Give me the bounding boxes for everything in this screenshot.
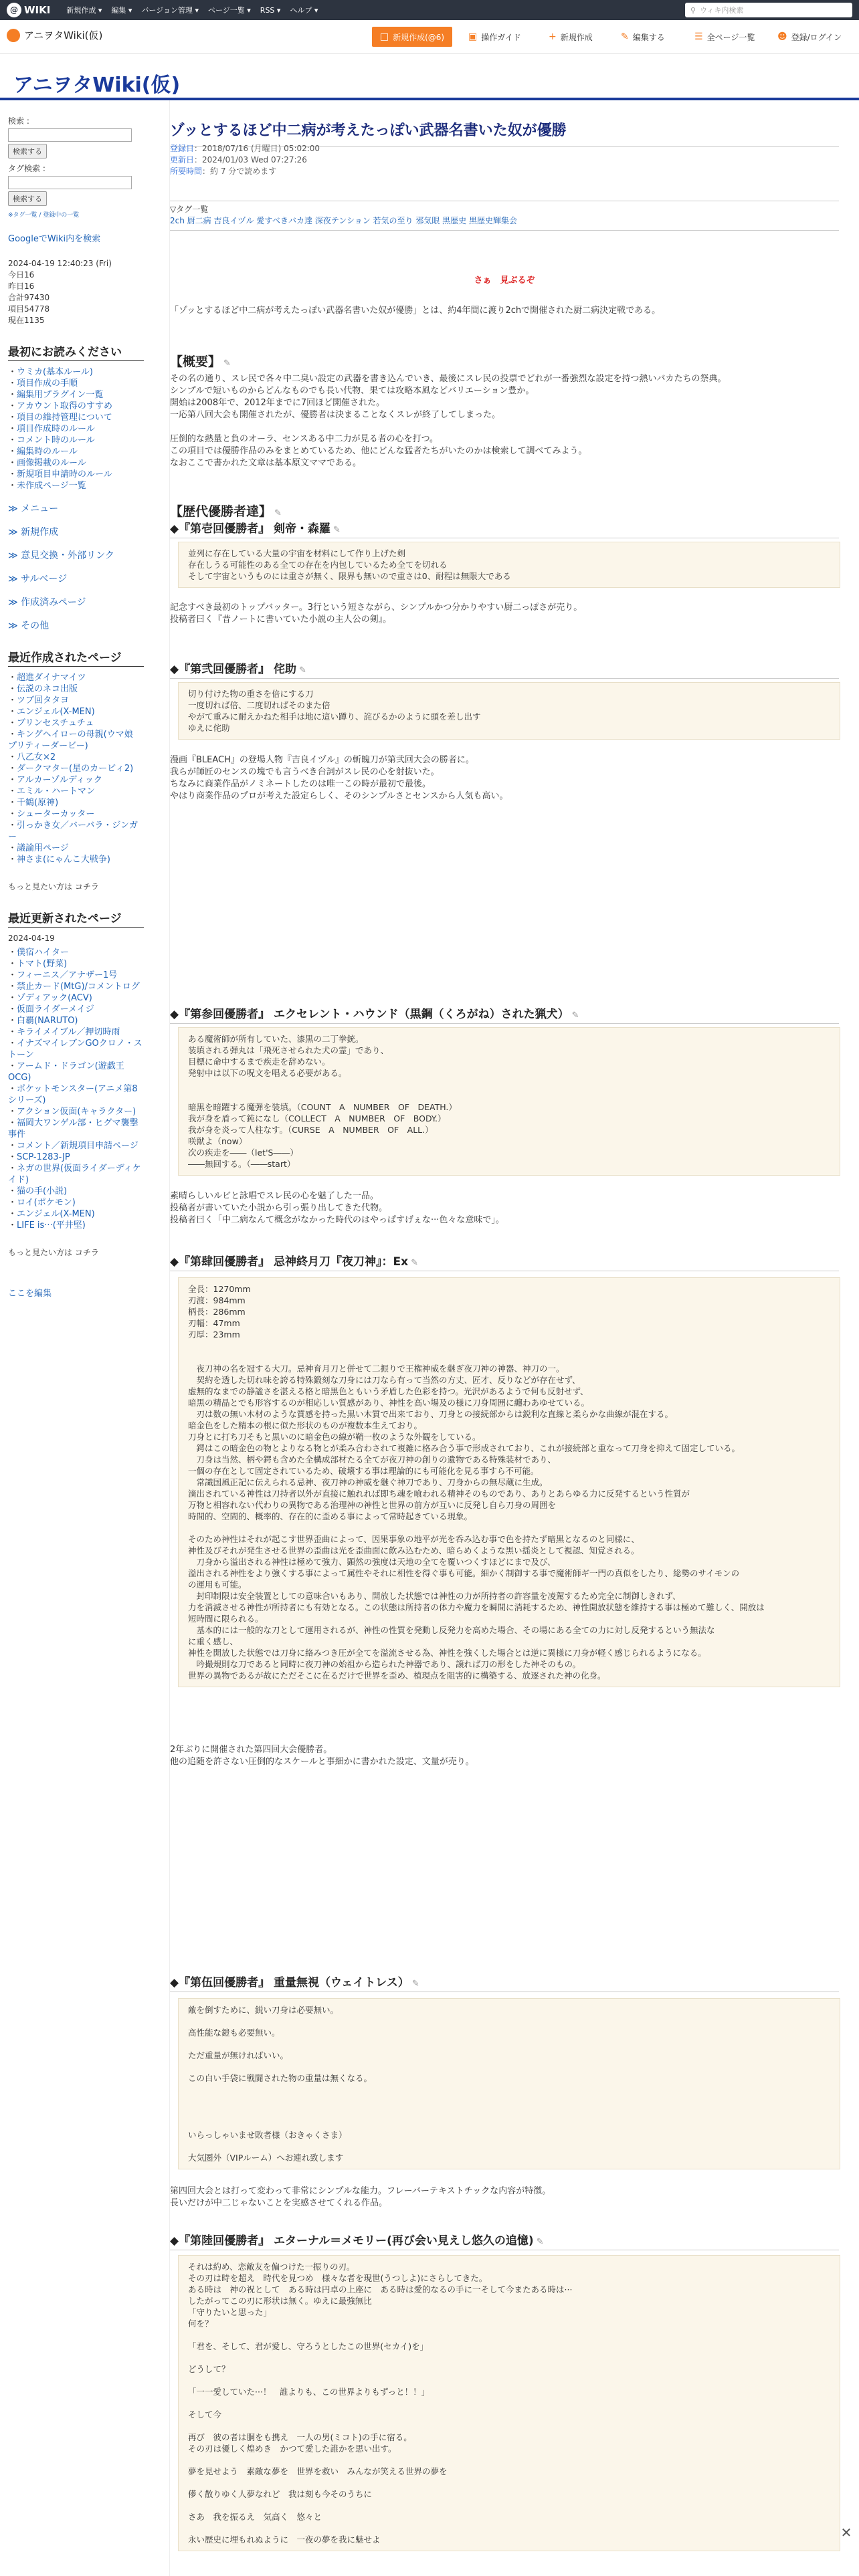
menu-new[interactable]: 新規作成 ▾ — [66, 6, 102, 15]
spec-line: 全長：1270mm — [188, 1284, 251, 1294]
sidebar-read-link[interactable]: ・ 新規項目申請時のルール — [8, 469, 144, 480]
create-button[interactable]: □ 新規作成(@6) — [372, 27, 452, 47]
overview-line: 圧倒的な熱量と負のオーラ、センスある中二力が見る者の心を打つ。 — [170, 434, 439, 444]
sidebar-read-link[interactable]: ・ 編集時のルール — [8, 446, 144, 457]
winner3-heading: ◆『第参回優勝者』 エクセレント・ハウンド（黒鋼（くろがね）された猟犬） ✎ — [170, 1004, 839, 1024]
updated-page-link[interactable]: ・ アームド・ドラゴン(遊戯王OCG) — [8, 1061, 144, 1083]
quote-line: 「守りたいと思った」 — [188, 2307, 272, 2317]
quote-line: その刃は優しく煌めき かつて愛した誰かを思い出す。 — [188, 2444, 397, 2454]
guide-icon: ▣ — [468, 31, 478, 42]
updated-page-link[interactable]: ・ ポケットモンスター(アニメ第8シリーズ) — [8, 1083, 144, 1106]
global-topbar — [0, 0, 859, 20]
winner4-quote — [178, 1277, 840, 1687]
brand-icon — [7, 29, 20, 42]
quote-line: 刀身から溢出される神性は極めて強力、顕然の強度は天地の全てを覆いつくすほどにまで及び、 — [188, 1557, 556, 1567]
note-line: 2年ぶりに開催された第四回大会優勝者。 — [170, 1745, 332, 1755]
winner1-notes — [170, 602, 839, 626]
recent-page-link[interactable]: ・ ダークマター(星のカービィ2) — [8, 763, 144, 774]
winner2-notes — [170, 754, 839, 802]
quote-line: 咲獣よ（now） — [188, 1136, 248, 1146]
intro-text: 「ゾッとするほど中二病が考えたっぽい武器名書いた奴が優勝」とは、約4年間に渡り2chで開催された厨二病決定戦である。 — [170, 306, 661, 316]
recent-page-link[interactable]: ・ 千鶴(原神) — [8, 797, 144, 809]
search-label: 検索 : — [8, 116, 29, 126]
quote-line: 封印制限は安全装置としての意味合いもあり、開放した状態では神性の力が所持者の許容量を凌駕するため完全に制御しきれず、 — [188, 1591, 681, 1601]
updated-page-link[interactable]: ・ エンジェル(X-MEN) — [8, 1208, 144, 1220]
recent-page-link[interactable]: ・ シューターカッター — [8, 809, 144, 820]
counter-stat: 昨日16 — [8, 282, 35, 291]
counter-stat: 項目54778 — [8, 304, 50, 314]
overview-line: その名の通り、スレ民で各々中二臭い設定の武器を書き込んでいき、最後にスレ民の投票でどれが一番強烈な設定を持つ熱いバカたちの祭典。 — [170, 374, 727, 384]
quote-line: 力を消滅させる神性が所持者にも有効となる。この状態は所持者の体力や魔力を瞬間に消耗するため、神性開放状態を維持する事は極めて難しく、開放は — [188, 1602, 765, 1612]
note-line: ちなみに商業作品がノミネートしたのは唯一この時が最初で最後。 — [170, 779, 432, 789]
edit-pencil-icon[interactable]: ✎ — [333, 525, 341, 535]
site-toolbar — [0, 20, 859, 53]
quote-line: 一度切れば倍、二度切ればそのまた倍 — [188, 700, 330, 710]
sidebar-read-link[interactable]: ・ 項目作成時のルール — [8, 423, 144, 435]
sidebar-category[interactable]: ≫ その他 — [8, 621, 50, 631]
read-time: ：約 7 分で読めます — [202, 167, 277, 176]
recent-page-link[interactable]: ・ ブリンセスチュチュ — [8, 718, 144, 729]
winner1-heading: ◆『第壱回優勝者』 剣帝・森羅 ✎ — [170, 519, 839, 538]
sidebar-read-link[interactable]: ・ アカウント取得のすすめ — [8, 401, 144, 412]
menu-pages[interactable]: ページ一覧 ▾ — [207, 6, 251, 15]
registered-date: ：2018/07/16 (月曜日) 05:02:00 — [194, 144, 320, 153]
quote-line — [188, 2420, 830, 2432]
quote-line: 虚無的なまでの静謐さを湛える格と暗黒色ともいう矛盾した色彩を持つ。光沢があるようで何も反射せず、 — [188, 1386, 589, 1396]
guide-button[interactable]: ▣ 操作ガイド — [468, 31, 521, 42]
quote-line — [188, 2397, 830, 2409]
winner2-heading: ◆『第弐回優勝者』 侘助 ✎ — [170, 659, 839, 679]
updated-page-link[interactable]: ・ 白覇(NARUTO) — [8, 1015, 144, 1027]
read-time-label: 所要時間 — [170, 167, 203, 176]
spec-line: 柄長：286mm — [188, 1307, 246, 1317]
overview-line: この項目では優勝作品のみをまとめているため、他にどんな猛者たちがいたのかは検索して調べてみよう。 — [170, 446, 587, 456]
sidebar-category[interactable]: ≫ 意見交換・外部リンク — [8, 550, 114, 561]
quote-line — [188, 2016, 830, 2027]
quote-line: 何を？ — [188, 2319, 213, 2329]
quote-line: 大気圏外（VIPルーム）へお連れ致します — [188, 2153, 344, 2163]
updated-page-link[interactable]: ・ SCP-1283-JP — [8, 1152, 144, 1163]
updated-page-link[interactable]: ・ ゾディアック(ACV) — [8, 992, 144, 1004]
sidebar-read-link[interactable]: ・ 項目作成の手順 — [8, 378, 144, 389]
quote-line: 我が身を炎って人柱なす。（CURSE A NUMBER OF ALL.） — [188, 1125, 434, 1135]
updated-page-link[interactable]: ・ 僕宿ハイター — [8, 947, 144, 958]
recent-page-link[interactable]: ・ エミル・ハートマン — [8, 786, 144, 797]
sidebar-search-input[interactable] — [8, 128, 132, 142]
winner6-quote — [178, 2255, 840, 2551]
quote-line: 一個の存在として固定されているため、破壊する事は理論的にも可能化を見る事すら不可能。 — [188, 1466, 539, 1476]
wiki-logo-icon: @ — [7, 3, 21, 17]
site-header — [0, 53, 859, 100]
updated-page-link[interactable]: ・ コメント／新規項目申請ページ — [8, 1140, 144, 1152]
quote-line — [188, 2477, 830, 2488]
quote-line: 契約を透した切れ味を誇る特殊鍛刻な刀身には刀なら有って当然の方丈、匠才、反りなどが存在せず、 — [188, 1375, 581, 1385]
list-icon: ☰ — [694, 31, 703, 42]
quote-line: 世界の異物であるが故にただそこに在るだけで世界を歪め、植現点を阻害的に構築する、放逐された神の化身。 — [188, 1671, 606, 1681]
quote-line — [188, 2118, 830, 2129]
sidebar-read-link[interactable]: ・ コメント時のルール — [8, 435, 144, 446]
quote-line: 刀身とに打ち刀そもと黒いのに暗金色の線が鞘一枚のような外観をしている。 — [188, 1432, 481, 1442]
spec-line: 刃渡：984mm — [188, 1295, 246, 1305]
note-line: 第四回大会とは打って変わって非常にシンプルな能力。フレーバーテキストチックな内容が特徴。 — [170, 2186, 551, 2196]
quote-line — [188, 2454, 830, 2466]
updated-label: 更新日 — [170, 155, 195, 165]
recent-page-link[interactable]: ・ エンジェル(X-MEN) — [8, 706, 144, 718]
edit-pencil-icon[interactable]: ✎ — [536, 2237, 544, 2247]
quote-line: 神性及びそれが発生させる世界の歪曲は光を歪曲面に飲み込むため、暗らめくような黒い揺炎として視認、知覚される。 — [188, 1545, 640, 1555]
updated-page-link[interactable]: ・ ネガの世界(仮面ライダーディケイド) — [8, 1163, 144, 1186]
updated-page-link[interactable]: ・ アクション仮面(キャラクター) — [8, 1106, 144, 1117]
tag-heading: ▽タグ一覧 — [170, 205, 209, 214]
sidebar-category[interactable]: ≫ サルベージ — [8, 574, 68, 584]
quote-line — [188, 1079, 830, 1090]
note-line: やはり商業作品のプロが考えた設定らしく、そのシンプルさとセンスから人気も高い。 — [170, 791, 508, 801]
overview-line — [170, 421, 839, 433]
quote-line: 暗黒の精晶とでも形容するのが相応しい質感があり、神性を高い場及の様に刀身周囲に纏わあゆせている。 — [188, 1398, 590, 1408]
recent-page-link[interactable]: ・ ツブ回タタヨ — [8, 695, 144, 706]
sidebar-read-link[interactable]: ・ ウミカ(基本ルール) — [8, 366, 144, 378]
more-updated-link[interactable]: もっと見たい方は コチラ — [8, 1248, 99, 1257]
new-page-button[interactable]: + 新規作成 — [549, 31, 593, 42]
updated-page-link[interactable]: ・ キライメイブル／押切時雨 — [8, 1027, 144, 1038]
plus-icon: + — [549, 31, 557, 42]
overview-line: なおここで書かれた文章は基本原文ママである。 — [170, 458, 362, 468]
winner4-heading: ◆『第肆回優勝者』 忌神終月刀『夜刀神』：Ex ✎ — [170, 1252, 839, 1271]
sidebar-read-link[interactable]: ・ 画像掲載のルール — [8, 457, 144, 469]
quote-line: 溢出される神性をより強くする事によって属性やそれに相性を得ぐ事も可能。細かく制御する事で魔術師ギ一門の真似をしたり、総勢のサイモンの — [188, 1568, 740, 1578]
search-icon: ⚲ — [690, 5, 696, 15]
winner5-quote — [178, 1998, 840, 2169]
recent-page-link[interactable]: ・ 伝説のネコ出版 — [8, 683, 144, 695]
overview-line: 一応第八回大会も開催されたが、優勝者は決まることなくスレが終了してしまった。 — [170, 410, 501, 420]
quote-line: 我が身を盾って鈍になし（COLLECT A NUMBER OF BODY.） — [188, 1113, 446, 1123]
winner3-quote — [178, 1027, 840, 1176]
quote-line: 刃は数の無い木材のような質感を持った黒い木質で出来ており、刀身との接続部からは鋭利な直線と柔らかな曲線が混在する。 — [188, 1409, 674, 1419]
quote-line: 基本的には一般的な刀として運用されるが、神性の性質を発動し反発力を高めた場合、その場にある全ての力に対し反発するという無法な — [188, 1625, 715, 1635]
quote-line — [188, 2038, 830, 2050]
edit-pencil-icon[interactable]: ✎ — [274, 508, 282, 518]
winner1-quote — [178, 542, 840, 588]
quote-line: 刀身は当然、柄や鍔も含めた全構成部材たる全てが夜刀神の創りの遺物である特殊装材であり、 — [188, 1455, 557, 1465]
page-meta — [170, 143, 320, 177]
quote-line: いらっしゃいませ敗者様（おきゃくさま） — [188, 2130, 347, 2140]
updated-date-value: ：2024/01/03 Wed 07:27:26 — [194, 155, 307, 165]
quote-line: 暗金色をした精本の根に似た形状のものが複数本生えており。 — [188, 1420, 423, 1430]
registered-label: 登録日 — [170, 144, 195, 153]
quote-line: に重く感し、 — [188, 1636, 239, 1646]
spec-line: 刃幅：47mm — [188, 1318, 240, 1328]
quote-line: 滴出されている神性は刀持者以外が直接に触れれば即ち魂を喰われる精神そのものであり、ありとあらゆる力に反発するという性質が — [188, 1489, 690, 1499]
sidebar-category[interactable]: ≫ メニュー — [8, 504, 59, 514]
close-icon[interactable]: ✕ — [840, 2525, 852, 2541]
counter-stat: 合計97430 — [8, 293, 50, 302]
quote-line: 吟撮規則な刀であると同時に夜刀神の始祖から造られた神器であり、譲れば刀の形をした神そのもの。 — [188, 1659, 581, 1669]
quote-line: 敵を倒すために、鋭い刀身は必要無い。 — [188, 2005, 339, 2015]
edit-pencil-icon[interactable]: ✎ — [571, 1010, 579, 1021]
updated-page-link[interactable]: ・ トマト(野菜) — [8, 958, 144, 970]
menu-version[interactable]: バージョン管理 ▾ — [141, 6, 199, 15]
menu-help[interactable]: ヘルプ ▾ — [290, 6, 318, 15]
note-line: 長いだけが中二じゃないことを実感させてくれる作品。 — [170, 2198, 388, 2208]
quote-line: 時間的、空間的、概率的、存在的に歪める事によって常時起きている現象。 — [188, 1511, 473, 1521]
quote-line: ただ重量が無ければいい。 — [188, 2050, 289, 2060]
quote-line: どうして？ — [188, 2364, 230, 2374]
quote-line: 暗黒を暗躍する魔弾を装填。（COUNT A NUMBER OF DEATH.） — [188, 1102, 457, 1112]
tag-section — [170, 201, 839, 227]
quote-line: 再び 彼の者は胴をも携え 一人の男(ミコト)の手に宿る。 — [188, 2432, 412, 2442]
updated-page-link[interactable]: ・ LIFE is···(平井堅) — [8, 1220, 144, 1231]
winner3-notes — [170, 1190, 839, 1226]
recent-updated-heading: 最近更新されたページ — [8, 909, 144, 928]
quote-line: そして今 — [188, 2409, 222, 2420]
overview-line: 開始は2008年で、2012年までに7回ほど開催された。 — [170, 398, 385, 408]
note-line: 素晴らしいルビと詠唱でスレ民の心を魅了した一品。 — [170, 1191, 379, 1201]
quote-line: ――無回する。（――start） — [188, 1159, 296, 1169]
note-line: 投稿者曰く「中二病なんて概念がなかった時代のはやっぱすげぇな···色々な意味で」。 — [170, 1215, 504, 1225]
quote-line: 夜刀神の名を冠する大刀。忌神育月刀と併せて二振りで王権神威を継ぎ夜刀神の神器、神刀の一。 — [188, 1364, 565, 1374]
quote-line: ある時は 神の祝として ある時は円卓の上座に ある時は愛的なるの手に一そして今またある時は··· — [188, 2284, 573, 2294]
overview-body — [170, 373, 839, 469]
updated-page-link[interactable]: ・ イナズマイレブンGOクロノ・ストーン — [8, 1038, 144, 1061]
quote-line: 目標に命中するまで疾走を辞めない。 — [188, 1057, 330, 1067]
recent-page-link[interactable]: ・ 引っかき女／バーバラ・ジンガー — [8, 820, 144, 843]
read-first-heading: 最初にお読みください — [8, 342, 144, 361]
login-button[interactable]: ☻ 登録/ログイン — [777, 31, 842, 42]
menu-edit[interactable]: 編集 ▾ — [111, 6, 132, 15]
note-line: 投稿者が書いていた小説から引っ張り出してきた代物。 — [170, 1203, 388, 1213]
quote-line: そして宇宙というものには重さが無く、限界も無いので重さは0、耐程は無限大である — [188, 571, 511, 581]
quote-line — [188, 1522, 830, 1533]
quote-line — [188, 2352, 830, 2363]
updated-page-link[interactable]: ・ 猫の手(小説) — [8, 1186, 144, 1197]
quote-line — [188, 2107, 830, 2118]
winner5-notes — [170, 2185, 839, 2210]
counter-stat: 現在1135 — [8, 316, 45, 325]
quote-line — [188, 2061, 830, 2072]
quote-line: そのため神性はそれが起こす世界歪曲によって、因果事象の地平が光を呑み込む事で色を持たず暗黒となるのと同様に、 — [188, 1534, 640, 1544]
sidebar-read-link[interactable]: ・ 項目の維持管理について — [8, 412, 144, 423]
winner5-heading: ◆『第伍回優勝者』 重量無視（ウェイトレス） ✎ — [170, 1973, 839, 1992]
quote-line: さあ 我を振るえ 気高く 悠々と — [188, 2512, 322, 2522]
edit-sidebar-link[interactable]: ここを編集 — [8, 1289, 52, 1299]
edit-pencil-icon[interactable]: ✎ — [223, 358, 231, 368]
edit-button[interactable]: ✎ 編集する — [621, 31, 665, 42]
quote-line: 常識国風正記に伝えられる忌神、夜刀神の神威を継ぐ神刀であり、刀身からの無尽蔵に生成。 — [188, 1477, 548, 1487]
site-brand[interactable]: アニヲタWiki(仮) — [7, 28, 102, 42]
updated-page-link[interactable]: ・ 禁止カード(MtG)/コメントログ — [8, 981, 144, 992]
quote-line: 「君を、そして、君が愛し、守ろうとしたこの世界(セカイ)を」 — [188, 2341, 429, 2351]
updated-date: 2024-04-19 — [8, 934, 55, 943]
edit-pencil-icon[interactable]: ✎ — [411, 1979, 419, 1989]
tag-list[interactable]: 2ch 厨二病 吉良イヅル 愛すべきバカ達 深夜テンション 若気の至り 邪気眼 黒歴史 黒歴史輝集会 — [170, 216, 517, 225]
quote-line: その刃は時を超え 時代を見つめ 様々な者を現世(うつしよ)にさらしてきた。 — [188, 2273, 488, 2283]
sidebar-category[interactable]: ≫ 作成済みページ — [8, 597, 86, 608]
quote-line — [188, 2523, 830, 2534]
quote-line: 発射中は以下の呪文を唱える必要がある。 — [188, 1068, 347, 1078]
note-line: 記念すべき最初のトップバッター。3行という短さながら、シンプルかつ分かりやすい厨二っぽさが売り。 — [170, 603, 583, 613]
quote-line: 装填される弾丸は「飛死させられた犬の霊」であり、 — [188, 1045, 389, 1055]
winner4-notes — [170, 1744, 839, 1768]
divider — [170, 230, 839, 231]
site-title[interactable]: アニヲタWiki(仮) — [13, 74, 181, 97]
note-line: 我らが師匠のセンスの塊でも言うべき台詞がスレ民の心を射抜いた。 — [170, 767, 440, 777]
quote-line — [188, 2084, 830, 2095]
recent-page-link[interactable]: ・ キングヘイローの母親(ウマ娘 プリティーダービー) — [8, 729, 144, 752]
note-line: 漫画『BLEACH』の登場人物『吉良イヅル』の斬魄刀が第弐回大会の勝者に。 — [170, 755, 474, 765]
quote-line: 短時間に限られる。 — [188, 1614, 264, 1624]
quote-line: 「一一愛していた···！ 誰よりも、この世界よりもずっと！！」 — [188, 2387, 430, 2397]
recent-page-link[interactable]: ・ 議論用ページ — [8, 843, 144, 854]
quote-line: ある魔術師が所有していた、漆黒の二丁拳銃。 — [188, 1034, 364, 1044]
edit-pencil-icon[interactable]: ✎ — [299, 665, 306, 675]
quote-line — [188, 1090, 830, 1101]
counter-stat: 今日16 — [8, 270, 35, 280]
quote-line: ゆえに侘助 — [188, 723, 230, 733]
recent-page-link[interactable]: ・ 超進ダイナマイツ — [8, 672, 144, 683]
updated-page-link[interactable]: ・ フィーニス／アナザー1号 — [8, 970, 144, 981]
history-heading: 【歴代優勝者達】 ✎ — [170, 504, 282, 519]
sidebar-category[interactable]: ≫ 新規作成 — [8, 527, 59, 538]
recent-page-link[interactable]: ・ 八乙女×2 — [8, 752, 144, 763]
quote-line — [188, 2141, 830, 2152]
quote-line — [188, 2500, 830, 2511]
recent-page-link[interactable]: ・ 神さま(にゃんこ大戦争) — [8, 854, 144, 865]
quote-line — [188, 2095, 830, 2107]
tag-note[interactable]: ※タグ一覧 / 登録中の一覧 — [8, 212, 80, 219]
winner6-heading: ◆『第陸回優勝者』 エターナル＝メモリー(再び会い見えし悠久の追憶) ✎ — [170, 2231, 839, 2250]
quote-line: この白い手袋に戦闘された物の重量は無くなる。 — [188, 2073, 373, 2083]
overview-heading: 【概要】 ✎ — [170, 354, 231, 369]
page-title: ゾッとするほど中二病が考えたっぽい武器名書いた奴が優勝 — [170, 119, 839, 147]
wiki-logo[interactable]: @ WIKI — [0, 0, 57, 20]
quote-line: 切り付けた物の重さを倍にする刀 — [188, 689, 314, 699]
quote-line: やがて重みに耐えかねた相手は地に這い蹲り、詫びるかのように頭を差し出す — [188, 712, 481, 722]
quote-line: 並列に存在している大量の宇宙を材料にして作り上げた剣 — [188, 548, 406, 558]
recent-created-heading: 最近作成されたページ — [8, 648, 144, 667]
winner2-quote — [178, 682, 840, 740]
intro-red-text: さぁ 見ぶるぞ — [474, 276, 535, 286]
quote-line: したがってこの刃に形状は無く。ゆえに最強無比 — [188, 2296, 372, 2306]
quote-line: 次の疾走を――（let'S――） — [188, 1148, 298, 1158]
quote-line: 夢を見せよう 素敵な夢を 世界を救い みんなが笑える世界の夢を — [188, 2466, 448, 2476]
overview-line: シンプルで短いものからどんなものでも長い代物、果ては攻略本風などバリエーション豊か。 — [170, 386, 535, 396]
pencil-icon: ✎ — [621, 31, 629, 42]
all-pages-button[interactable]: ☰ 全ページ一覧 — [694, 31, 755, 42]
quote-line: の運用も可能。 — [188, 1580, 247, 1590]
article — [169, 100, 845, 2576]
updated-page-link[interactable]: ・ 福岡大ワンゲル部・ヒグマ襲撃事件 — [8, 1117, 144, 1140]
menu-rss[interactable]: RSS ▾ — [260, 5, 281, 15]
quote-line: 儚く散りゆく人夢なれど 我は刻も今そのうちに — [188, 2489, 373, 2499]
quote-line: 高性能な鎧も必要無い。 — [188, 2028, 280, 2038]
google-search-link[interactable]: GoogleでWiki内を検索 — [8, 234, 101, 244]
spec-line: 刃厚：23mm — [188, 1329, 240, 1339]
quote-line — [188, 2329, 830, 2341]
edit-pencil-icon[interactable]: ✎ — [411, 1258, 418, 1268]
search-input[interactable]: ⚲ ウィキ内検索 — [685, 3, 852, 17]
quote-line: 鍔はこの暗金色の物とよりなる物とが柔み合わされて複雑に格み合う事で形成されており、これが接続部と重なって刀身を抑えて固定している。 — [188, 1443, 741, 1453]
quote-line: 永い歴史に埋もれぬように 一夜の夢を我に魅せよ — [188, 2535, 381, 2545]
quote-line: 万物と相容れない代わりの異物である治理神の神性と世界の前方が互いに反発し自ら刀身の周囲を — [188, 1500, 557, 1510]
updated-page-link[interactable]: ・ 仮面ライダーメイジ — [8, 1004, 144, 1015]
sidebar-read-link[interactable]: ・ 未作成ページ一覧 — [8, 480, 144, 492]
quote-line: 存在しうる可能性のある全ての存在を内包しているため全てを切れる — [188, 560, 448, 570]
current-date: 2024-04-19 12:40:23 (Fri) — [8, 259, 112, 268]
tag-search-input[interactable] — [8, 176, 132, 189]
sidebar-read-link[interactable]: ・ 編集用プラグイン一覧 — [8, 389, 144, 401]
recent-page-link[interactable]: ・ アルカーゾルディック — [8, 774, 144, 786]
quote-line: それは約め、恋敵友を偏つけた一振りの刃。 — [188, 2262, 355, 2272]
create-icon: □ — [379, 31, 389, 42]
tag-search-label: タグ検索 : — [8, 164, 45, 173]
sidebar — [0, 100, 151, 2576]
note-line: 他の追随を許さない圧倒的なスケールと事細かに書かれた設定、文量が売り。 — [170, 1757, 474, 1767]
quote-line: 神性を開放した状態では刀身に絡みつき圧が全てを溢流させる為、神性を強くした場合とは逆に異様に刀身が軽く感じられるようになる。 — [188, 1648, 706, 1658]
updated-page-link[interactable]: ・ ロイ(ポケモン) — [8, 1197, 144, 1208]
user-icon: ☻ — [777, 31, 787, 42]
note-line: 投稿者曰く『昔ノートに書いていた小説の主人公の剣』。 — [170, 615, 392, 625]
more-recent-link[interactable]: もっと見たい方は コチラ — [8, 882, 99, 891]
quote-line — [188, 2375, 830, 2386]
tag-search-button[interactable]: 検索する — [8, 191, 47, 206]
sidebar-search-button[interactable]: 検索する — [8, 144, 47, 158]
